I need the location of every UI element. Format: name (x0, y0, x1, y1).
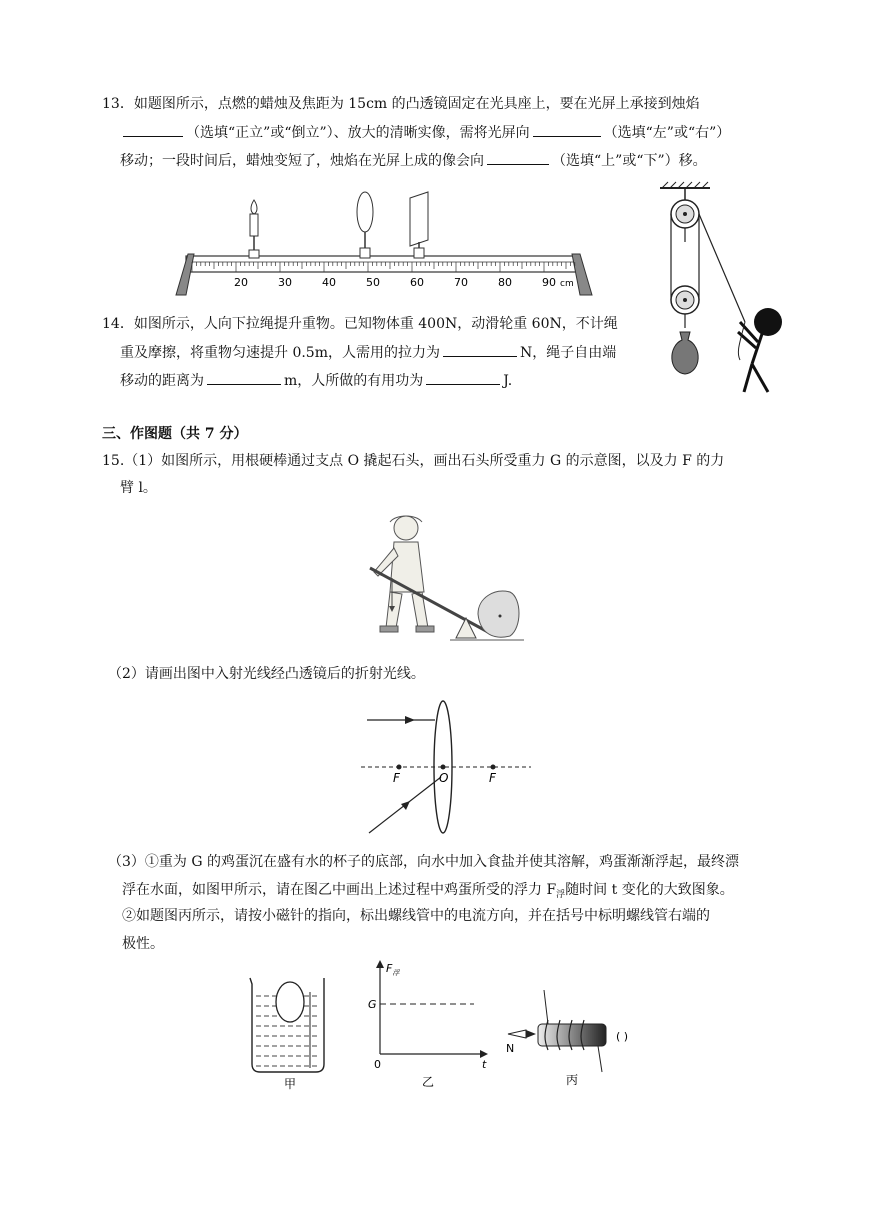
q15-part3-text-2a: 浮在水面，如图甲所示，请在图乙中画出上述过程中鸡蛋所受的浮力 F (122, 882, 557, 898)
origin-label: 0 (374, 1058, 381, 1071)
label-focus-left: F (393, 771, 400, 785)
q14-text-3b: m，人所做的有用功为 (284, 373, 424, 389)
q14-line-1 (102, 314, 618, 334)
q15-part3-line-3 (122, 906, 710, 926)
q14-text-3c: J. (503, 373, 513, 389)
q13-text-3b: （选填“上”或“下”）移。 (552, 153, 707, 169)
q14-text-2b: N，绳子自由端 (520, 345, 617, 361)
rock (478, 591, 519, 637)
q15-text-2: 臂 l。 (120, 480, 157, 496)
pulley-figure (640, 182, 790, 396)
q13-blank-2[interactable] (533, 122, 601, 137)
optical-bench-figure (170, 190, 600, 300)
q13-text-2b: （选填“左”或“右”） (603, 125, 731, 141)
q15-part3-line-4 (122, 934, 164, 954)
q14-text-2a: 重及摩擦，将重物匀速提升 0.5m，人需用的拉力为 (120, 345, 440, 361)
q15-part2 (108, 664, 425, 684)
q14-text-3a: 移动的距离为 (120, 373, 204, 389)
tick-label-90: 90 (542, 276, 556, 289)
q14-blank-1[interactable] (443, 342, 517, 357)
q13-line-1 (102, 94, 700, 114)
tick-label-70: 70 (454, 276, 468, 289)
bench-left-foot (176, 254, 194, 295)
q15-part3-sub-fu: 浮 (556, 890, 566, 900)
fulcrum (456, 618, 476, 638)
focus-left (397, 765, 402, 770)
tick-label-20: 20 (234, 276, 248, 289)
label-bing: 丙 (566, 1073, 579, 1087)
q14-text-1: 14．如图所示，人向下拉绳提升重物。已知物体重 400N，动滑轮重 60N，不计绳 (102, 316, 618, 332)
q14-line-3 (120, 370, 512, 391)
label-jia: 甲 (284, 1077, 297, 1091)
q15-part3-line-1 (108, 852, 739, 872)
q15-text-1: 15.（1）如图所示，用根硬棒通过支点 O 撬起石头，画出石头所受重力 G 的示意图，以及力 F 的力 (102, 453, 725, 469)
solenoid-figure (502, 984, 652, 1092)
q15-part3-text-4: 极性。 (122, 936, 164, 952)
q13-blank-1[interactable] (123, 122, 183, 137)
bench-right-foot (572, 254, 592, 295)
g-label: G (368, 998, 377, 1011)
f-axis-label: $F_浮$ (386, 962, 400, 977)
label-optical-center: O (439, 771, 449, 785)
lever-figure (360, 512, 530, 642)
q13-text-3a: 移动；一段时间后，蜡烛变短了，烛焰在光屏上成的像会向 (120, 153, 484, 169)
optical-center (441, 765, 446, 770)
polarity-bracket[interactable]: ( ) (616, 1030, 629, 1043)
q15-part2-text: （2）请画出图中入射光线经凸透镜后的折射光线。 (108, 666, 425, 682)
q13-line-2 (120, 122, 730, 143)
focus-right (491, 765, 496, 770)
q14-line-2 (120, 342, 616, 363)
q13-blank-3[interactable] (487, 150, 549, 165)
section-3-title-text: 三、作图题（共 7 分） (102, 426, 248, 442)
tick-label-30: 30 (278, 276, 292, 289)
q15-part3-text-3: ②如题图丙所示，请按小磁针的指向，标出螺线管中的电流方向，并在括号中标明螺线管右端的 (122, 908, 710, 924)
q14-blank-2[interactable] (207, 370, 281, 385)
beaker-figure (244, 972, 334, 1092)
q13-text-1: 13．如题图所示，点燃的蜡烛及焦距为 15cm 的凸透镜固定在光具座上，要在光屏上承接到烛焰 (102, 96, 700, 112)
q15-line-2 (120, 478, 157, 498)
candle (249, 200, 259, 258)
label-focus-right: F (489, 771, 496, 785)
tick-label-60: 60 (410, 276, 424, 289)
tick-label-50: 50 (366, 276, 380, 289)
compass-needle-n (508, 1030, 526, 1038)
wire-right (598, 1046, 602, 1072)
lens-refraction-figure (355, 700, 535, 840)
q14-blank-3[interactable] (426, 370, 500, 385)
buoyancy-graph (362, 958, 492, 1092)
q15-part3-line-2 (122, 880, 734, 905)
q15-line-1 (102, 451, 724, 471)
q13-line-3 (120, 150, 707, 171)
label-yi: 乙 (422, 1075, 435, 1089)
wire-left (544, 990, 548, 1024)
q13-text-2a: （选填“正立”或“倒立”）、放大的清晰实像，需将光屏向 (186, 125, 530, 141)
q15-part3-text-2b: 随时间 t 变化的大致图象。 (565, 882, 734, 898)
q15-part3-text-1: （3）①重为 G 的鸡蛋沉在盛有水的杯子的底部，向水中加入食盐并使其溶解，鸡蛋渐渐浮起，最终漂 (108, 854, 739, 870)
egg (276, 982, 304, 1022)
t-axis-label: t (482, 1058, 487, 1071)
weight-bag (672, 332, 698, 374)
label-n: N (506, 1042, 515, 1055)
tick-label-cm: cm (560, 279, 574, 289)
tick-label-40: 40 (322, 276, 336, 289)
section-3-title (102, 424, 248, 444)
convex-lens (357, 192, 373, 258)
tick-label-80: 80 (498, 276, 512, 289)
light-screen (410, 192, 428, 258)
solenoid-core (538, 1024, 606, 1046)
